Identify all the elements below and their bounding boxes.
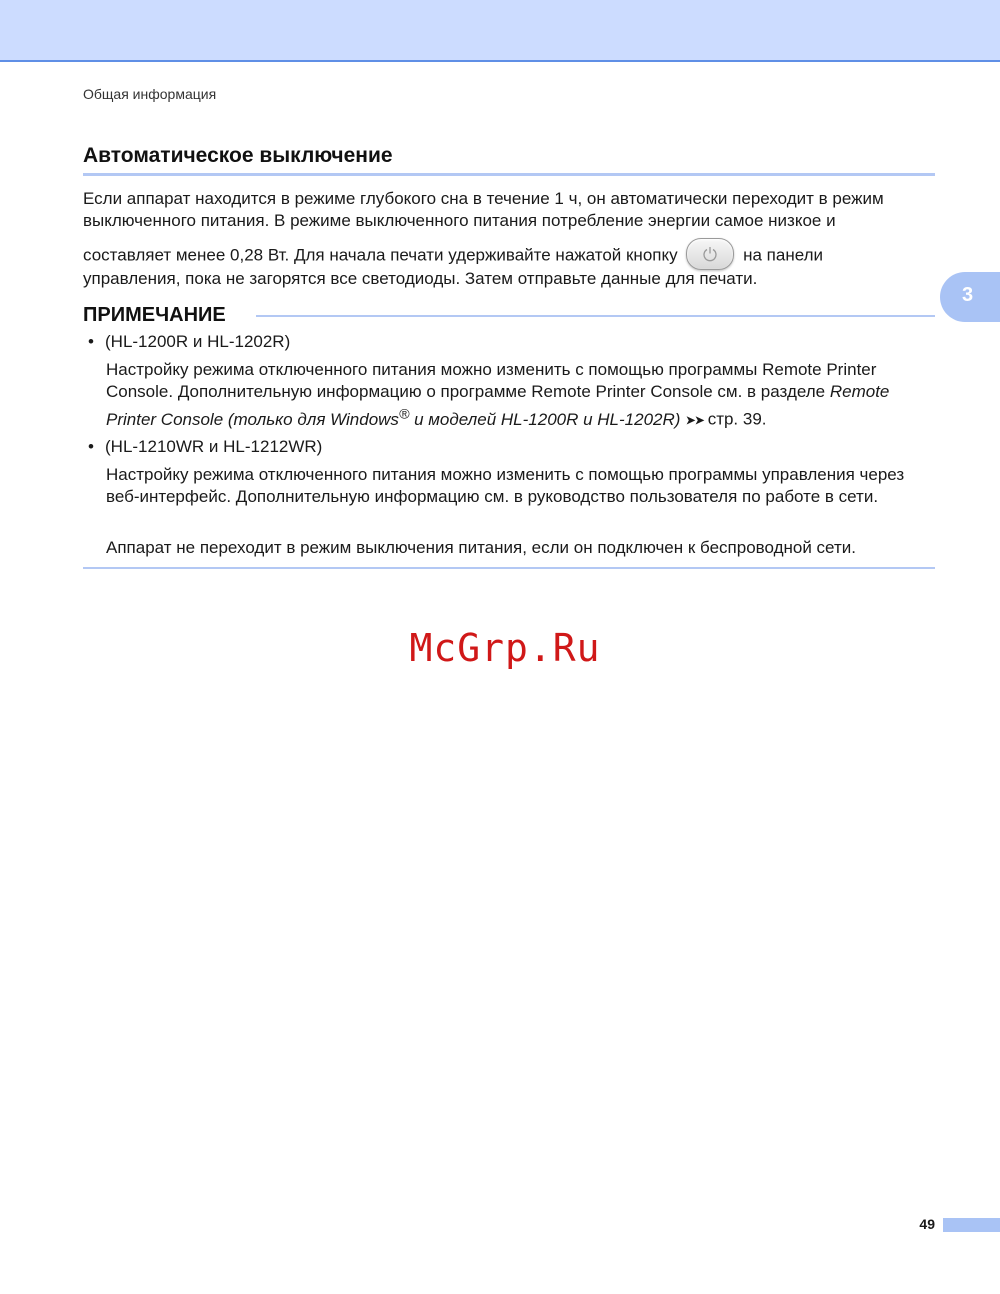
- page-reference[interactable]: стр. 39.: [702, 409, 767, 429]
- chapter-tab-label: 3: [962, 284, 974, 306]
- note-top-divider: [256, 315, 935, 317]
- registered-mark: ®: [398, 406, 410, 422]
- page-title: Автоматическое выключение: [83, 144, 393, 167]
- note-item-1-italic-2: и моделей HL-1200R и HL-1202R): [409, 409, 681, 429]
- double-arrow-icon: ➤➤: [685, 412, 703, 428]
- note-item-1-plain: Настройку режима отключенного питания можно изменить с помощью программы Remote Printer Console. Дополнительную информацию о программе Remote Printer Console см. в разделе: [106, 360, 877, 401]
- paragraph-2-start: составляет менее 0,28 Вт. Для начала печати удерживайте нажатой кнопку: [83, 245, 678, 265]
- note-item-1-heading: (HL-1200R и HL-1202R): [105, 332, 291, 351]
- note-bottom-divider: [83, 567, 935, 569]
- bullet-dot: •: [88, 437, 94, 456]
- note-item-1-italic-1: Remote Printer Console (только для Windows: [106, 382, 890, 429]
- bullet-dot: •: [88, 332, 94, 351]
- header-band: [0, 0, 1000, 62]
- note-item-2-text: Настройку режима отключенного питания можно изменить с помощью программы управления через веб-интерфейс. Дополнительную информацию см. в руководство пользователя по работе в сети.: [106, 465, 905, 506]
- page-number-bar: [943, 1218, 1000, 1232]
- paragraph-2-end: на панели: [743, 245, 824, 265]
- paragraph-1: Если аппарат находится в режиме глубокого сна в течение 1 ч, он автоматически переходит в режим выключенного питания. В режиме выключенного питания потребление энергии самое низкое и: [83, 189, 884, 230]
- chapter-tab[interactable]: [940, 272, 1000, 322]
- note-title: ПРИМЕЧАНИЕ: [83, 304, 226, 326]
- note-item-1-text: [106, 359, 941, 432]
- power-button-icon: [686, 238, 734, 270]
- paragraph-3: управления, пока не загорятся все светодиоды. Затем отправьте данные для печати.: [83, 269, 758, 288]
- note-closing-text: Аппарат не переходит в режим выключения питания, если он подключен к беспроводной сети.: [106, 538, 856, 557]
- note-item-2-heading: (HL-1210WR и HL-1212WR): [105, 437, 323, 456]
- title-divider: [83, 173, 935, 176]
- page-number: 49: [919, 1216, 935, 1232]
- breadcrumb: Общая информация: [83, 86, 217, 102]
- watermark: McGrp.Ru: [409, 626, 601, 670]
